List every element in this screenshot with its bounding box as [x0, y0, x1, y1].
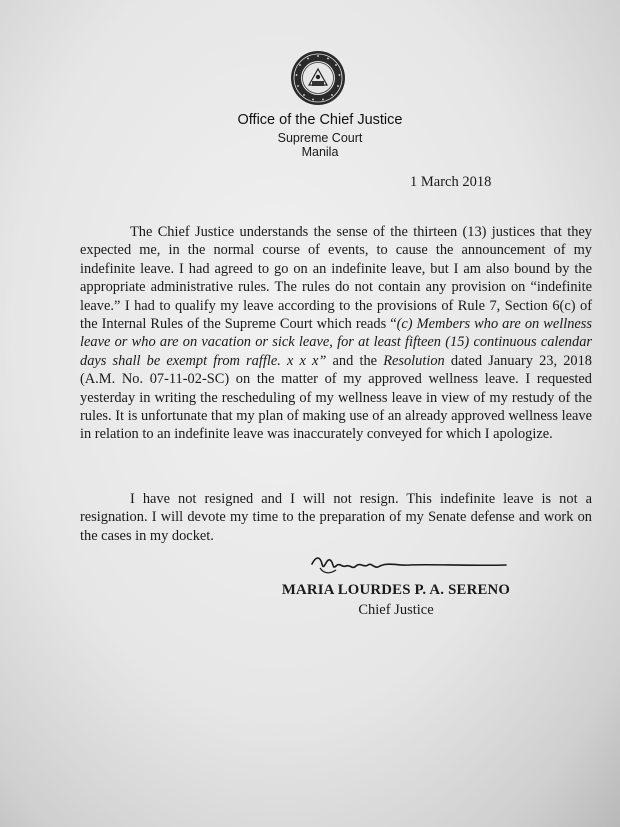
signatory-title: Chief Justice: [358, 602, 434, 618]
letterhead-court: Supreme Court: [277, 131, 363, 145]
paragraph-1-text-a: The Chief Justice understands the sense of the thirteen (13) justices that they expected me, in the normal course of events, to cause the announcement of my indefinite leave. I had agreed to go on an indefinite leave, but I am also bound by the appropriate administrative rules. The rules do not contain any provision on “indefinite leave.” I had to qualify my leave according to the provisions of Rule 7, Section 6(c) of the Internal Rules of the Supreme Court which reads “: [80, 224, 592, 333]
letterhead-title: Office of the Chief Justice: [237, 112, 403, 128]
paragraph-1-text-c: dated January 23, 2018 (A.M. No. 07-11-02-SC) on the matter of my approved wellness leave. I requested yesterday in writing the rescheduling of my wellness leave in view of my restudy of the rules. It is unfortunate that my plan of making use of an already approved wellness leave in relation to an indefinite leave was inaccurately conveyed for which I apologize.: [80, 352, 592, 443]
body-paragraph-1: [80, 223, 592, 444]
letterhead-city: Manila: [301, 145, 339, 159]
supreme-court-seal: [290, 50, 346, 106]
body-paragraph-2: I have not resigned and I will not resign. This indefinite leave is not a resignation. I will devote my time to the preparation of my Senate defense and work on the cases in my docket.: [80, 491, 592, 544]
paragraph-1-text-b: and the: [326, 352, 384, 369]
signatory-name: MARIA LOURDES P. A. SERENO: [281, 582, 511, 598]
letter-date: 1 March 2018: [410, 174, 492, 190]
resolution-word: Resolution: [383, 352, 445, 369]
handwritten-signature: [310, 552, 510, 582]
rule-quote: (c) Members who are on wellness leave or who are on vacation or sick leave, for at least fifteen (15) continuous calendar days shall be exempt from raffle. x x x”: [80, 316, 592, 369]
